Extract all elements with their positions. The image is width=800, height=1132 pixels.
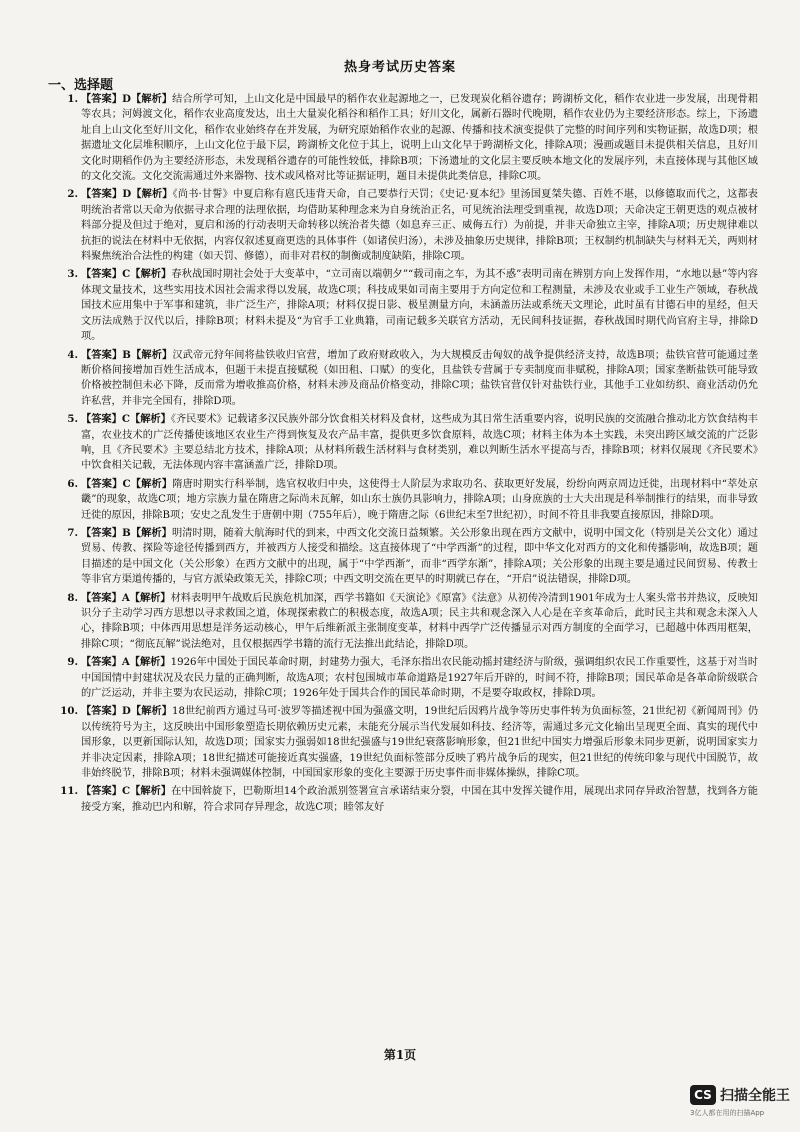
- answer-item: [58, 477, 758, 523]
- answer-tag: 【答案】B【解析】: [81, 526, 172, 539]
- section-heading: 一、选择题: [48, 78, 114, 93]
- answer-body: [81, 477, 758, 523]
- explanation-text: 材料表明甲午战败后民族危机加深，西学书籍如《天演论》《原富》《法意》从初传冷清到1901年成为士人案头常书并热议，反映知识分子主动学习西方思想以寻求救国之道，体现探索救亡的积极态度，故选A项；民主共和观念深入人心是在辛亥革命后，此时民主共和观念未深入人心，排除B项；中体西用思想是洋务运动核心，甲午后维新派主张制度变革，材料中西学广泛传播显示对西方制度的全面学习，已超越中体西用框架，排除C项；“彻底瓦解”说法绝对，且仅根据西学书籍的流行无法推出此结论，排除D项。: [81, 592, 758, 650]
- answer-number: 10.: [60, 705, 78, 718]
- answer-tag: 【答案】C【解析】: [81, 785, 172, 798]
- explanation-text: 在中国斡旋下，巴勒斯坦14个政治派别签署宣言承诺结束分裂，中国在其中发挥关键作用，展现出求同存异政治智慧，找到各方能接受方案，推动巴内和解，符合求同存异理念，故选C项；睦邻友好: [81, 786, 758, 813]
- page-number: 第1页: [383, 1048, 417, 1062]
- answer-number: 11.: [60, 785, 78, 798]
- answer-body: [81, 655, 758, 701]
- answer-body: [81, 704, 758, 781]
- answer-tag: 【答案】B【解析】: [81, 348, 173, 361]
- answer-number: 2.: [67, 188, 78, 201]
- answer-number: 4.: [67, 348, 78, 361]
- explanation-text: 结合所学可知，上山文化是中国最早的稻作农业起源地之一，已发现炭化稻谷遗存；跨湖桥文化，稻作农业进一步发展，出现骨耜等农具；河姆渡文化，稻作农业高度发达，出土大量炭化稻谷和稻作工具；好川文化，属新石器时代晚期，稻作农业仍为主要经济形态。综上，下汤遗址自上山文化至好川文化，稻作农业始终存在并发展，为研究原始稻作农业的起源、传播和技术演变提供了完整的时间序列和实物证据，故选D项；根据遗址文化层堆积顺序，上山文化位于最下层，跨湖桥文化位于其上，说明上山文化早于跨湖桥文化，排除A项；漫画或题目未提供相关信息，且好川文化时期稻作仍为主要经济形态，未发现稻谷遗存的可能性较低，排除B项；下汤遗址的文化层主要反映本地文化的发展序列，未直接体现与其他区域的文化交流。文化交流需通过外来器物、技术或风格对比等证据证明，题目未提供此类信息，排除C项。: [81, 94, 758, 183]
- answer-body: [81, 591, 758, 653]
- page-title: 热身考试历史答案: [343, 60, 456, 75]
- answer-item: [58, 704, 758, 781]
- answer-tag: 【答案】D【解析】: [81, 188, 173, 201]
- answer-tag: 【答案】C【解析】: [81, 477, 173, 490]
- answer-list: [58, 92, 758, 818]
- answer-tag: 【答案】D【解析】: [81, 705, 172, 718]
- answer-item: [58, 784, 758, 815]
- answer-item: [58, 187, 758, 264]
- answer-number: 5.: [67, 413, 78, 426]
- answer-body: [81, 526, 758, 588]
- explanation-text: 18世纪前西方通过马可·波罗等描述视中国为强盛文明，19世纪后因鸦片战争等历史事件转为负面标签，21世纪初《新闻周刊》仍以传统符号为主，这反映出中国形象塑造长期依赖历史元素，未能充分展示当代发展如科技、经济等，需通过多元文化输出呈现更全面、真实的现代中国形象，以更新国际认知，故选D项；国家实力强弱如18世纪强盛与19世纪衰落影响形象，但21世纪中国实力增强后形象未同步更新，说明国家实力并非决定因素，排除A项；18世纪描述可能接近真实强盛，19世纪负面标签部分反映了鸦片战争后的现实，但21世纪的传统印象与现代中国脱节，故非始终脱节，排除B项；材料未强调媒体控制，中国国家形象的变化主要源于历史事件而非媒体操纵，排除C项。: [81, 706, 759, 780]
- answer-body: [81, 267, 758, 344]
- watermark-tagline: 3亿人都在用的扫描App: [690, 1109, 765, 1117]
- explanation-text: 隋唐时期实行科举制，选官权收归中央，这使得士人阶层为求取功名、获取更好发展，纷纷向两京周边迁徙，出现材料中“萃处京畿”的现象，故选C项；地方宗族力量在隋唐之际尚未瓦解，如山东士族仍具影响力，排除A项；山身庶族的士大夫出现是科举制推行的结果，而非导致迁徙的原因，排除B项；安史之乱发生于唐朝中期（755年后），晚于隋唐之际（6世纪末至7世纪初），时间不符且非我要直接原因，排除D项。: [81, 478, 759, 521]
- answer-body: [81, 348, 758, 410]
- explanation-text: 《尚书·甘誓》中夏启称有扈氏违背天命，自己要恭行天罚；《史记·夏本纪》里汤国夏桀失德、百姓不堪，以修德取而代之，这都表明统治者常以天命为依据寻求合理的法理依据，均借助某种理念来为自身统治正名，可见统治法理受到重视，故选D项；天命决定王朝更迭的观点被材料部分提及但过于绝对，夏启和汤的行动表明天命转移以统治者失德（如息弃三正、威侮五行）为前提，并非天命独立主宰，排除A项；历史规律难以抗拒的说法在材料中无依据，内容仅叙述夏商更迭的具体事件（如诸侯归汤），未涉及抽象历史规律，排除B项；王权制约机制缺失与材料无关，两则材料聚焦统治合法性的构建（如天罚、修德），而非对君权的制衡或制度缺陷，排除C项。: [81, 189, 758, 263]
- answer-number: 8.: [67, 591, 78, 604]
- answer-tag: 【答案】A【解析】: [81, 591, 171, 604]
- camscanner-watermark: [690, 1085, 790, 1105]
- answer-number: 3.: [67, 268, 78, 281]
- answer-body: [81, 412, 758, 474]
- answer-item: [58, 526, 758, 588]
- explanation-text: 《齐民要术》记载诸多汉民族外部分饮食相关材料及食材，这些成为其日常生活重要内容，说明民族的交流融合推动北方饮食结构丰富，农业技术的广泛传播使该地区农业生产得到恢复及农产品丰富，提供更多饮食原料，故选C项；材料主体为本土实践，未突出跨区域交流的广泛影响，且《齐民要术》主要总结北方技术，排除A项；从材料所载生活材料与食材类别，难以判断生活水平提高与否，排除B项；材料仅展现《齐民要术》中饮食相关记载，无法体现内容丰富涵盖广泛，排除D项。: [81, 414, 758, 472]
- answer-number: 6.: [67, 477, 78, 490]
- answer-number: 1.: [67, 93, 78, 105]
- answer-tag: 【答案】C【解析】: [81, 268, 172, 281]
- explanation-text: 汉武帝元狩年间将盐铁收归官营，增加了政府财政收入，为大规模反击匈奴的战争提供经济支持，故选B项；盐铁官营可能通过垄断价格间接增加百姓生活成本，但题干未提直接赋税（如田租、口赋）的变化，且盐铁专营属于专卖制度而非赋税，排除A项；国家垄断盐铁可能导致价格被控制但未必下降，反而常为增收推高价格，材料未涉及商品价格变动，排除C项；盐铁官营仅针对盐铁行业，其他手工业如纺织、商业活动仍允许私营，并非完全国有，排除D项。: [81, 349, 758, 407]
- watermark-brand: 扫描全能王: [720, 1088, 790, 1104]
- answer-item: [58, 348, 758, 410]
- explanation-text: 明清时期，随着大航海时代的到来，中西文化交流日益频繁。关公形象出现在西方文献中，说明中国文化（特别是关公文化）通过贸易、传教、探险等途径传播到西方，并被西方人接受和描绘。这直接体现了“中学西渐”的过程，即中华文化对西方的文化和传播影响，故选B项；题目描述的是中国文化（关公形象）在西方文献中的出现，属于“中学西渐”，而非“西学东渐”，排除A项；关公形象的出现主要是通过民间贸易、传教士等非官方渠道传播的，与官方派染政策无关，排除C项；中西文明交流在更早的时期就已存在，“开启”说法错误，排除D项。: [81, 527, 758, 586]
- answer-body: [81, 187, 758, 264]
- explanation-text: 春秋战国时期社会处于大变革中，“立司南以端朝夕”“载司南之车，为其不惑”表明司南在辨别方向上发挥作用，“水地以悬”等内容体现文量技术，这些实用技术因社会需求得以发展，故选C项；科技成果如司南主要用于方向定位和工程测量，未涉及农业或手工业生产领域，春秋战国技术应用集中于军事和建筑，非广泛生产，排除A项；材料仅提日影、极星测量方向，未涵盖历法或系统天文理论，此时虽有甘德石申的星经，但天文历法成熟于汉代以后，排除B项；材料未提及“为官手工业典籍，司南记载多关联官方活动，无民间科技证据，春秋战国时期代尚官府主导，排除D项。: [81, 269, 758, 343]
- camscanner-logo-icon: CS: [690, 1085, 716, 1105]
- answer-item: [58, 267, 758, 344]
- explanation-text: 1926年中国处于国民革命时期，封建势力强大，毛泽东指出农民能动摇封建经济与阶级，强调组织农民工作重要性，这基于对当时中国国情中封建状况及农民力量的正确判断，故选A项；农村包围城市革命道路是1927年后开辟的，时间不符，排除B项；国民革命是各革命阶级联合的广泛运动，并非主要为农民运动，排除C项；1926年处于国共合作的国民革命时期，不是要夺取政权，排除D项。: [81, 657, 759, 700]
- answer-item: [58, 655, 758, 701]
- answer-item: [58, 591, 758, 653]
- answer-body: [81, 92, 758, 184]
- answer-tag: 【答案】D【解析】: [81, 93, 173, 105]
- answer-number: 7.: [67, 526, 78, 539]
- answer-tag: 【答案】A【解析】: [81, 656, 171, 669]
- answer-item: [58, 412, 758, 474]
- answer-body: [81, 784, 758, 815]
- answer-item: [58, 92, 758, 184]
- answer-number: 9.: [67, 656, 78, 669]
- answer-tag: 【答案】C【解析】: [81, 413, 171, 426]
